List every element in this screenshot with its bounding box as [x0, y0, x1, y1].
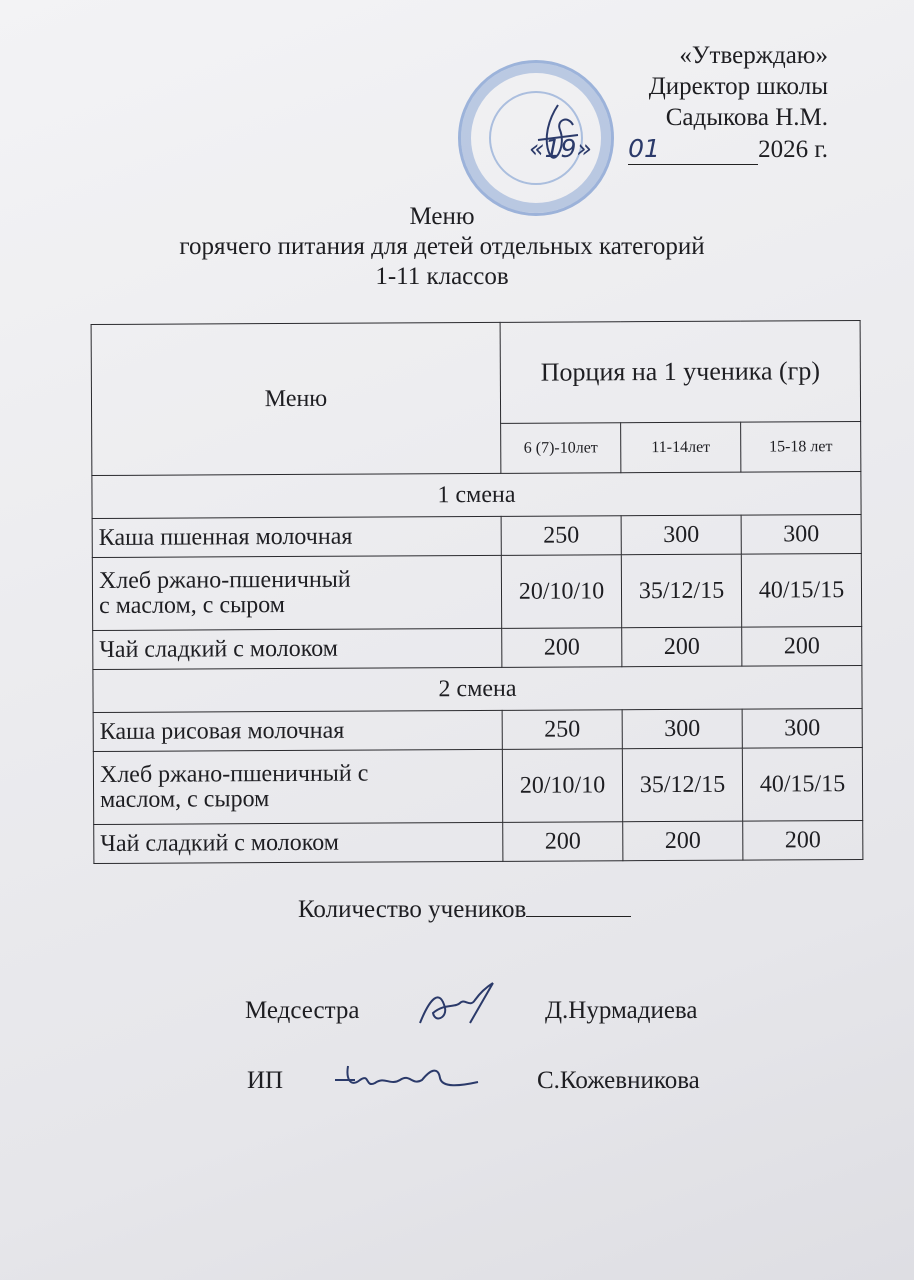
portion-value: 35/12/15	[621, 554, 741, 628]
age-group-3: 15-18 лет	[741, 422, 861, 472]
age-group-2: 11-14лет	[621, 422, 741, 472]
table-row	[93, 626, 862, 669]
shift-1-label: 1 смена	[92, 471, 861, 518]
ip-signature-icon	[330, 1058, 480, 1098]
table-row	[94, 820, 863, 863]
approval-name: Садыкова Н.М.	[665, 104, 828, 131]
portion-value: 300	[621, 515, 741, 555]
table-row	[93, 747, 862, 824]
menu-table	[91, 320, 864, 864]
menu-item: Каша рисовая молочная	[93, 710, 502, 751]
title-line-3: 1-11 классов	[375, 263, 509, 290]
menu-item-line-2: с маслом, с сыром	[98, 592, 285, 619]
portion-value: 40/15/15	[742, 747, 862, 821]
age-group-1: 6 (7)-10лет	[501, 423, 621, 473]
menu-item	[92, 555, 501, 630]
portion-value: 200	[742, 626, 862, 666]
approval-position: Директор школы	[648, 73, 828, 100]
portion-value: 200	[503, 822, 623, 862]
students-count-blank	[526, 894, 631, 917]
approval-day: «19»	[529, 134, 592, 163]
menu-item: Чай сладкий с молоком	[94, 822, 503, 863]
ip-role: ИП	[247, 1067, 284, 1094]
menu-item: Чай сладкий с молоком	[93, 628, 502, 669]
approval-year: 2026 г.	[758, 136, 828, 163]
title-line-2: горячего питания для детей отдельных категорий	[179, 233, 705, 260]
nurse-name: Д.Нурмадиева	[545, 997, 698, 1024]
approval-month: 01	[628, 133, 758, 165]
portion-value: 200	[743, 820, 863, 860]
approval-heading: «Утверждаю»	[679, 42, 828, 69]
approval-date	[529, 133, 828, 165]
portion-value: 20/10/10	[502, 749, 622, 823]
title-line-1: Меню	[409, 203, 475, 230]
ip-signature-row	[247, 1067, 747, 1107]
portion-value: 20/10/10	[501, 555, 621, 629]
approval-block	[529, 40, 828, 165]
portion-value: 300	[741, 514, 861, 554]
shift-2-label: 2 смена	[93, 665, 862, 712]
table-row	[93, 708, 862, 751]
portion-value: 35/12/15	[622, 748, 742, 822]
document-title	[0, 202, 914, 292]
header-menu: Меню	[91, 322, 501, 475]
ip-name: С.Кожевникова	[537, 1067, 700, 1094]
nurse-role: Медсестра	[245, 997, 360, 1024]
students-count-label: Количество учеников	[298, 896, 527, 923]
menu-item-line-2: маслом, с сыром	[100, 786, 270, 813]
portion-value: 200	[622, 627, 742, 667]
portion-value: 40/15/15	[741, 553, 861, 627]
portion-value: 200	[623, 821, 743, 861]
portion-value: 250	[501, 516, 621, 556]
menu-item	[93, 749, 502, 824]
table-row	[92, 553, 861, 630]
menu-item: Каша пшенная молочная	[92, 516, 501, 557]
menu-item-line-1: Хлеб ржано-пшеничный	[98, 566, 351, 594]
menu-item-line-1: Хлеб ржано-пшеничный с	[99, 760, 369, 788]
portion-value: 300	[622, 709, 742, 749]
portion-value: 300	[742, 708, 862, 748]
portion-value: 250	[502, 710, 622, 750]
students-count	[298, 894, 631, 924]
nurse-signature-icon	[415, 978, 500, 1033]
header-portion: Порция на 1 ученика (гр)	[500, 320, 861, 423]
table-row	[92, 514, 861, 557]
portion-value: 200	[502, 628, 622, 668]
